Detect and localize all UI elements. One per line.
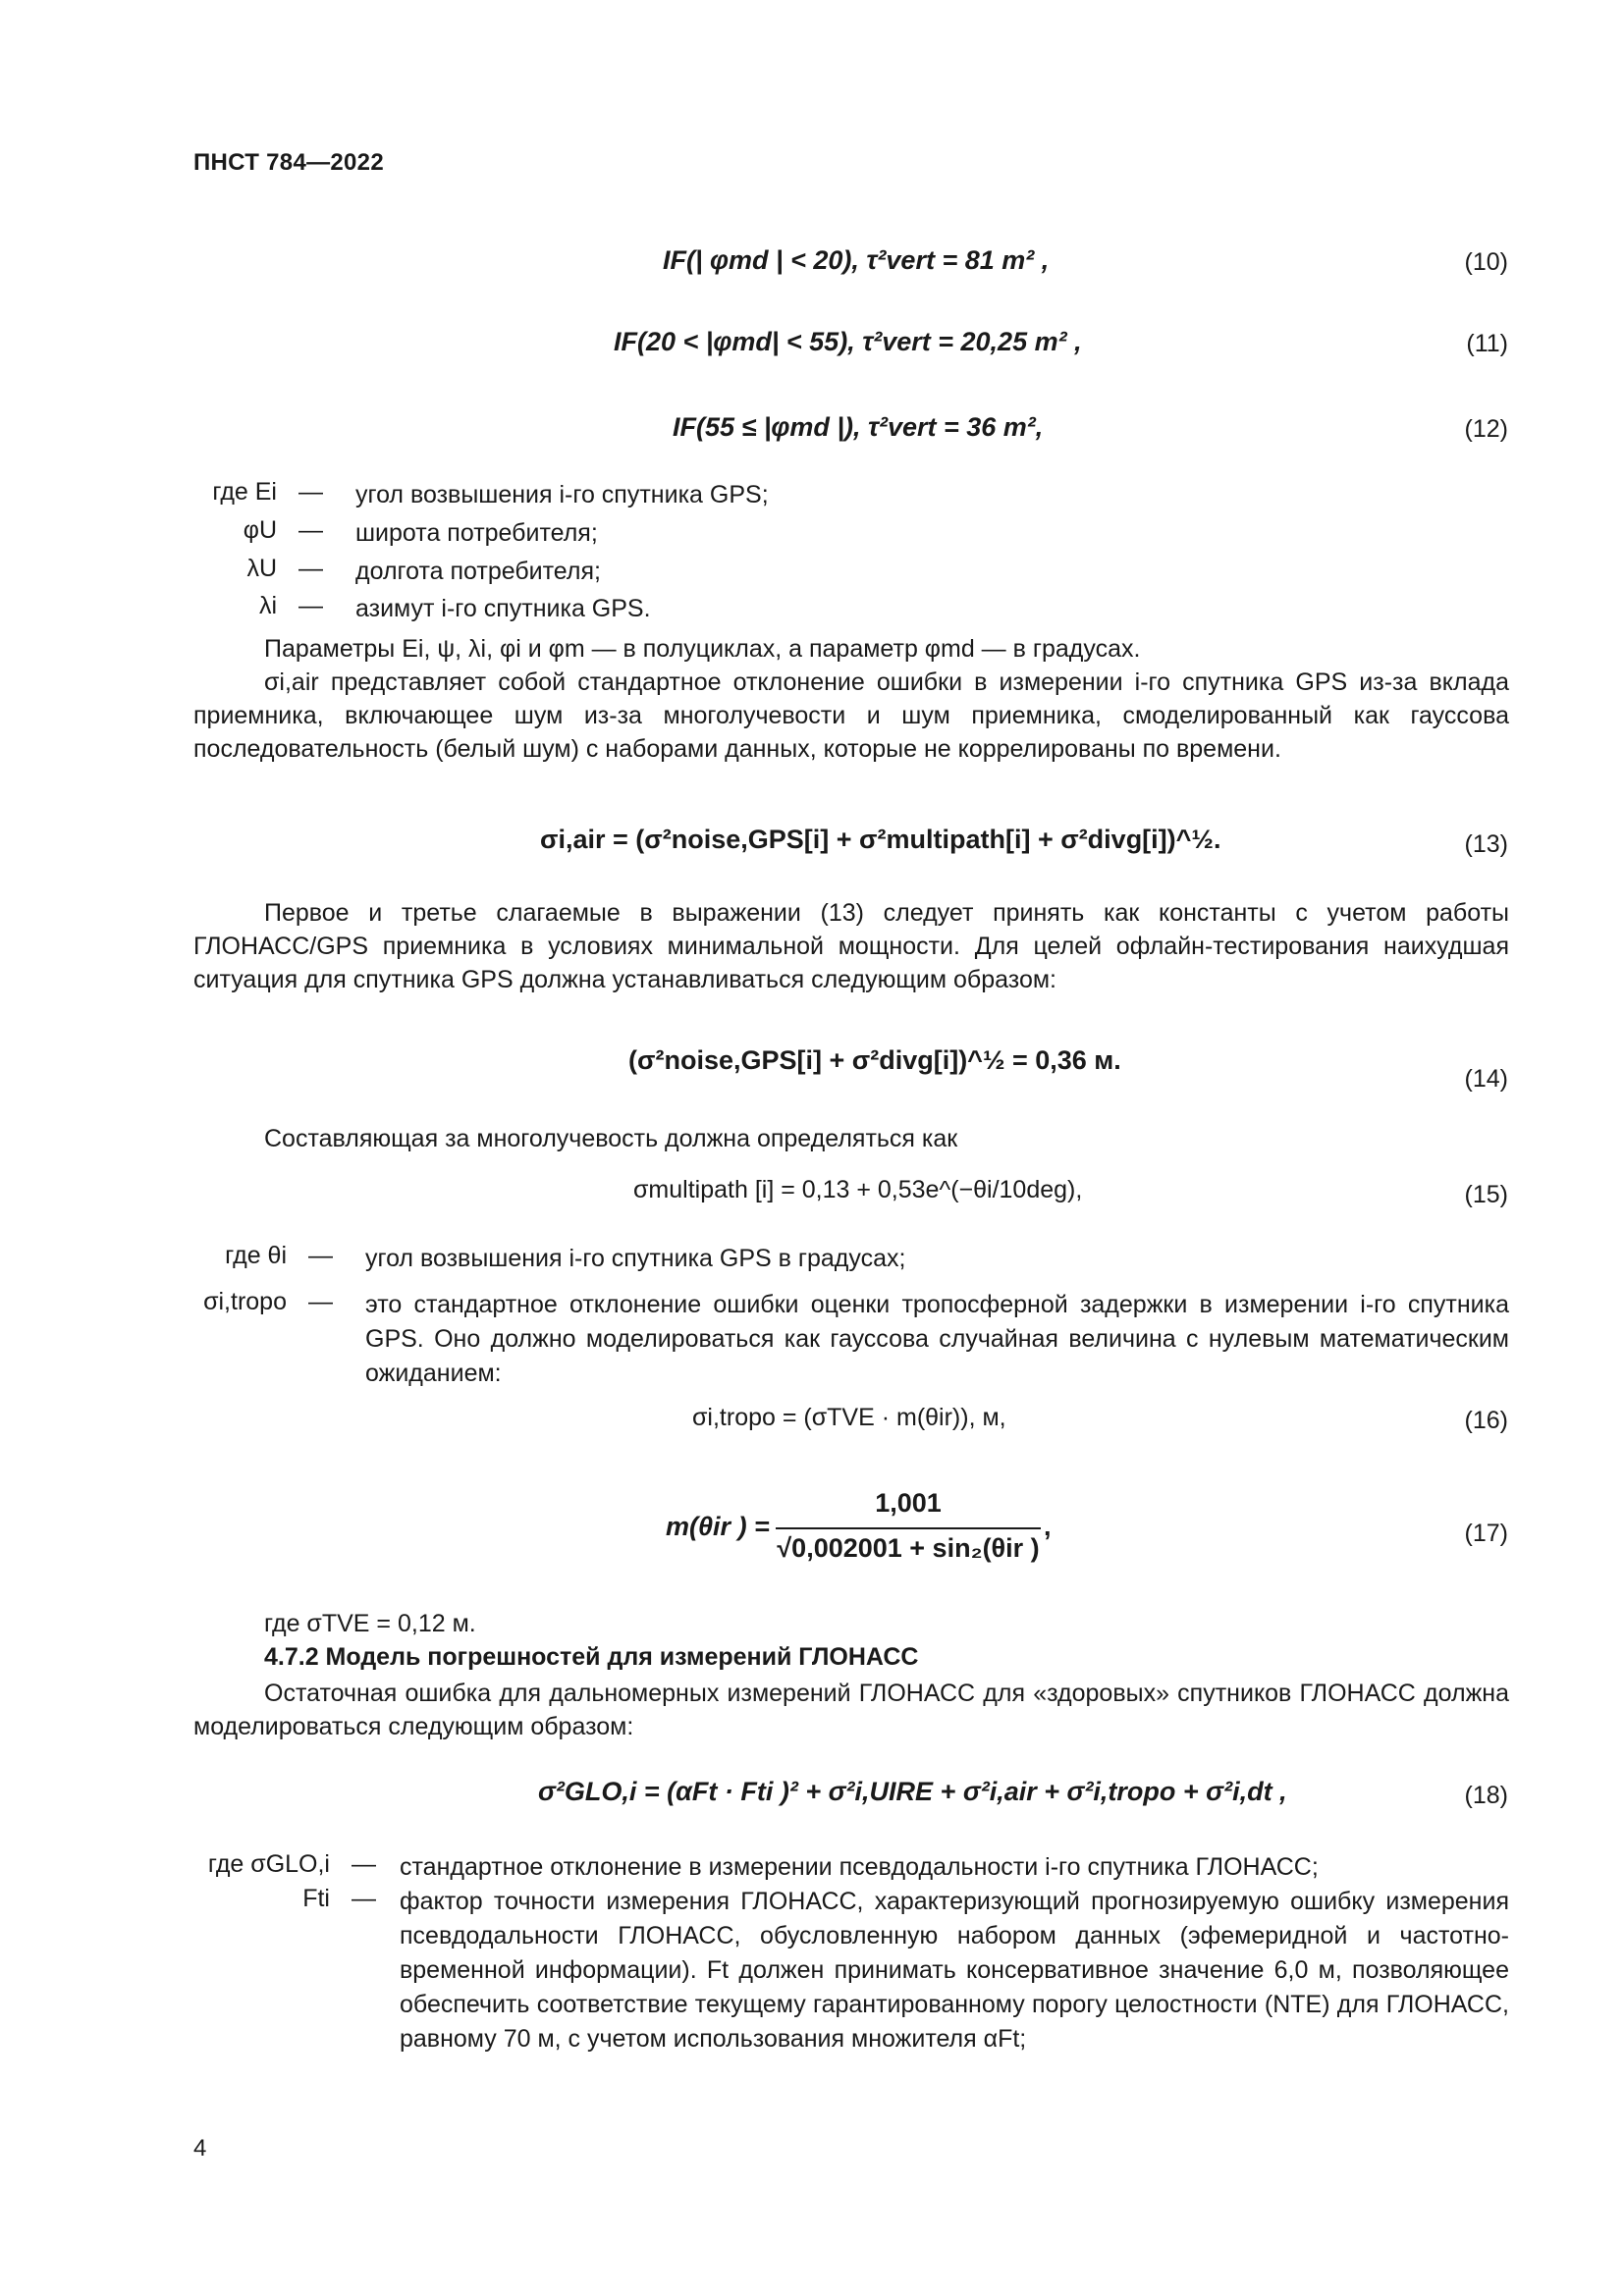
definition-dash: — xyxy=(298,592,323,619)
definition-symbol: где σGLO,i xyxy=(207,1850,330,1878)
definition-text: угол возвышения i-го спутника GPS в градусах; xyxy=(365,1245,906,1272)
equation-16: σi,tropo = (σTVE · m(θir)), м, xyxy=(692,1404,1006,1431)
definition-text: фактор точности измерения ГЛОНАСС, характеризующий прогнозируемую ошибку измерения псевдодальности ГЛОНАСС, обусловленную набором данных (эфемеридной и частотно-временной информации). Ft должен принимать консервативное значение 6,0 м, позволяющее обеспечить соответствие текущему гарантированному порогу целостности (NTE) для ГЛОНАСС, равному 70 м, с учетом использования множителя αFt; xyxy=(400,1888,1509,2053)
equation-11-number: (11) xyxy=(1466,330,1508,357)
definition-dash: — xyxy=(352,1885,376,1912)
equation-17-numerator: 1,001 xyxy=(875,1488,942,1518)
equation-18-number: (18) xyxy=(1464,1782,1508,1809)
definition-text: долгота потребителя; xyxy=(355,558,601,585)
document-header: ПНСТ 784—2022 xyxy=(193,149,384,176)
equation-15: σmultipath [i] = 0,13 + 0,53e^(−θi/10deg), xyxy=(633,1176,1083,1203)
definition-text: стандартное отклонение в измерении псевдодальности i-го спутника ГЛОНАСС; xyxy=(400,1853,1319,1881)
definition-text: угол возвышения i-го спутника GPS; xyxy=(355,481,769,508)
definition-dash: — xyxy=(352,1850,376,1878)
equation-16-number: (16) xyxy=(1464,1407,1508,1434)
page-number: 4 xyxy=(193,2135,207,2162)
equation-15-number: (15) xyxy=(1464,1181,1508,1208)
definition-text: это стандартное отклонение ошибки оценки тропосферной задержки в измерении i-го спутника GPS. Оно должно моделироваться как гауссова случайная величина с нулевым математическим ожиданием: xyxy=(365,1291,1509,1387)
equation-18: σ²GLO,i = (αFt · Fti )² + σ²i,UIRE + σ²i,air + σ²i,tropo + σ²i,dt , xyxy=(538,1777,1287,1806)
paragraph-glonass: Остаточная ошибка для дальномерных измерений ГЛОНАСС для «здоровых» спутников ГЛОНАСС должна моделироваться следующим образом: xyxy=(193,1680,1509,1740)
definition-symbol: Fti xyxy=(302,1885,330,1912)
paragraph-sigma-air: σi,air представляет собой стандартное отклонение ошибки в измерении i-го спутника GPS из-за вклада приемника, включающее шум из-за многолучевости и шум приемника, смоделированный как гауссова последовательность (белый шум) с наборами данных, которые не коррелированы по времени. xyxy=(193,668,1509,763)
fraction-bar xyxy=(776,1527,1041,1529)
sqrt-sign-icon: √ xyxy=(777,1533,792,1563)
equation-17-fraction xyxy=(776,1488,1041,1576)
equation-12-number: (12) xyxy=(1464,415,1508,443)
definition-dash: — xyxy=(298,555,323,582)
equation-11: IF(20 < |φmd| < 55), τ²vert = 20,25 m² , xyxy=(614,327,1082,356)
equation-10-number: (10) xyxy=(1464,248,1508,276)
equation-12: IF(55 ≤ |φmd |), τ²vert = 36 m², xyxy=(673,412,1044,442)
definition-dash: — xyxy=(298,516,323,544)
definition-symbol: где θi xyxy=(225,1242,287,1269)
definition-text: широта потребителя; xyxy=(355,519,598,547)
definition-text: азимут i-го спутника GPS. xyxy=(355,595,651,622)
definition-symbol: λi xyxy=(258,592,277,619)
paragraph-multipath: Составляющая за многолучевость должна определяться как xyxy=(264,1125,958,1152)
equation-14: (σ²noise,GPS[i] + σ²divg[i])^½ = 0,36 м. xyxy=(628,1045,1121,1075)
section-heading: 4.7.2 Модель погрешностей для измерений ГЛОНАСС xyxy=(264,1643,919,1671)
equation-17-denominator: √0,002001 + sin₂(θir ) xyxy=(777,1533,1040,1563)
equation-10: IF(| φmd | < 20), τ²vert = 81 m² , xyxy=(663,245,1050,275)
equation-17-tail: , xyxy=(1044,1512,1052,1541)
definition-dash: — xyxy=(298,478,323,506)
definition-symbol: λU xyxy=(246,555,277,582)
equation-13-number: (13) xyxy=(1464,830,1508,858)
definition-dash: — xyxy=(308,1288,333,1315)
equation-17-number: (17) xyxy=(1464,1520,1508,1547)
paragraph-first-third: Первое и третье слагаемые в выражении (13) следует принять как константы с учетом работы ГЛОНАСС/GPS приемника в условиях минимальной мощности. Для целей офлайн-тестирования наихудшая ситуация для спутника GPS должна устанавливаться следующим образом: xyxy=(193,899,1509,993)
definition-dash: — xyxy=(308,1242,333,1269)
paragraph-parameters: Параметры Ei, ψ, λi, φi и φm — в полуциклах, а параметр φmd — в градусах. xyxy=(264,635,1141,663)
equation-14-number: (14) xyxy=(1464,1065,1508,1093)
equation-13: σi,air = (σ²noise,GPS[i] + σ²multipath[i] + σ²divg[i])^½. xyxy=(540,825,1221,854)
paragraph-where-tve: где σTVE = 0,12 м. xyxy=(264,1610,476,1637)
definition-symbol: где Ei xyxy=(212,478,277,506)
equation-17-lhs: m(θir ) = xyxy=(666,1512,770,1541)
definition-symbol: φU xyxy=(243,516,277,544)
definition-symbol: σi,tropo xyxy=(203,1288,287,1315)
